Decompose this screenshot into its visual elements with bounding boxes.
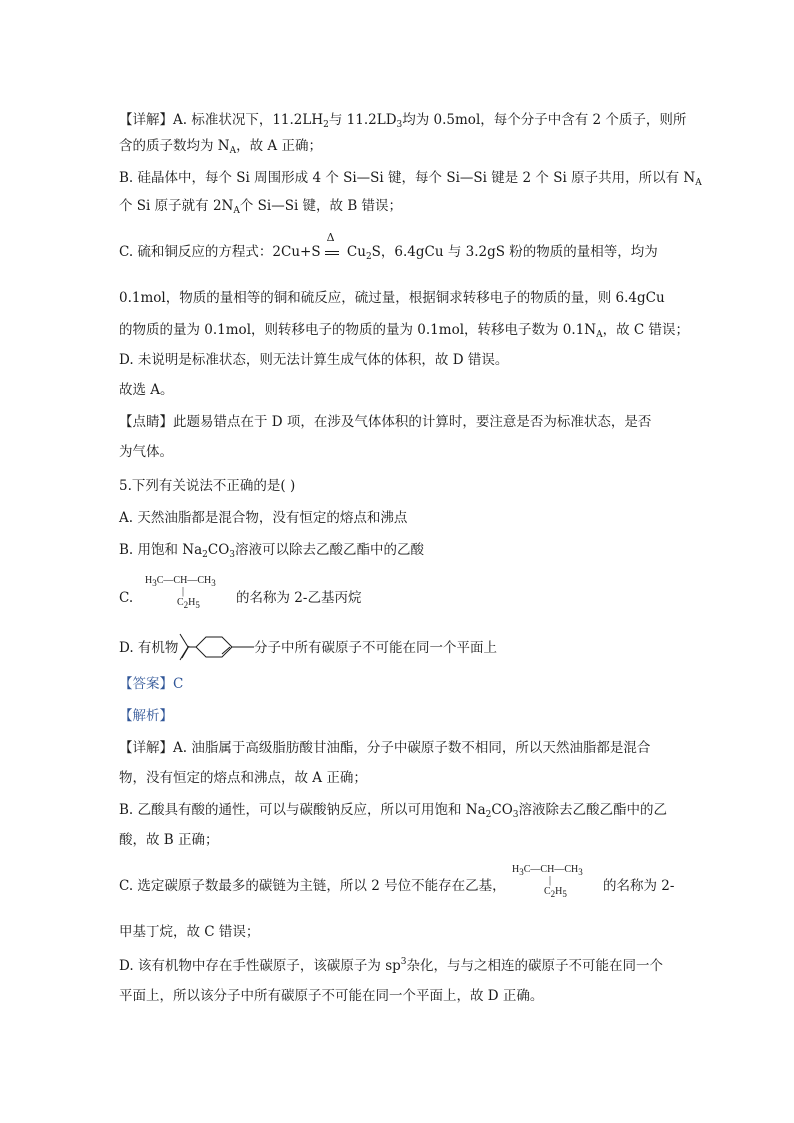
q5-option-b: B. 用饱和 $Na_2CO_3$溶液可以除去乙酸乙酯中的乙酸: [119, 542, 425, 560]
heat-arrow: Δ: [321, 242, 343, 262]
q5-detail-c-line1: C. 选定碳原子数最多的碳链为主链，所以 2 号位不能存在乙基，: [119, 878, 506, 894]
q4-detail-a-line2: 含的质子数均为 $N_A$，故 A 正确；: [119, 138, 322, 156]
q5-analysis: 【解析】: [119, 708, 173, 724]
q5-detail-c-line1-end: 的名称为 2-: [603, 878, 675, 894]
q5-detail-b-line1: B. 乙酸具有酸的通性，可以与碳酸钠反应，所以可用饱和 $Na_2CO_3$溶液除去乙酸乙酯中的乙: [119, 802, 668, 820]
q5-detail-c-line2: 甲基丁烷，故 C 错误；: [119, 924, 260, 940]
q4-detail-d: D. 未说明是标准状态，则无法计算生成气体的体积，故 D 错误。: [119, 352, 509, 368]
q5-option-d-text: 分子中所有碳原子不可能在同一个平面上: [254, 640, 497, 656]
q5-option-a: A. 天然油脂都是混合物，没有恒定的熔点和沸点: [119, 510, 408, 526]
cyclohexene-structure-icon: [178, 632, 258, 662]
q5-option-d-label: D. 有机物: [119, 640, 179, 656]
detail-label: 【详解】: [119, 112, 173, 128]
q5-detail-b-line2: 酸，故 B 正确；: [119, 832, 219, 848]
q5-detail-d-line1: D. 该有机物中存在手性碳原子，该碳原子为 $sp^3$杂化，与与之相连的碳原子不可能在同一个: [119, 957, 664, 974]
structure-2-methylbutane: $H_3C—CH—CH_3$ | $C_2H_5$: [512, 864, 583, 899]
q4-detail-b-line1: B. 硅晶体中，每个 Si 周围形成 4 个 Si—Si 键，每个 Si—Si 键是 2 个 Si 原子共用，所以有 $N_A$: [119, 170, 702, 188]
q5-detail-a-line1: 【详解】A. 油脂属于高级脂肪酸甘油酯，分子中碳原子数不相同，所以天然油脂都是混合: [119, 740, 651, 756]
q5-option-c: C.: [119, 590, 134, 606]
q5-answer: 【答案】C: [119, 676, 184, 692]
q5-detail-a-line2: 物，没有恒定的熔点和沸点，故 A 正确；: [119, 770, 367, 786]
q4-detail-c-line1: C. 硫和铜反应的方程式：2Cu+S Δ $Cu_2S$，6.4gCu 与 3.2gS 粉的物质的量相等，均为: [119, 231, 658, 262]
q4-choose: 故选 A。: [119, 382, 174, 398]
q4-detail-c-line2: 0.1mol，物质的量相等的铜和硫反应，硫过量，根据铜求转移电子的物质的量，则 6.4gCu: [119, 290, 665, 306]
structure-2-ethylpropane: $H_3C—CH—CH_3$ | $C_2H_5$: [145, 575, 216, 610]
q5-stem: 5.下列有关说法不正确的是( ): [119, 478, 296, 494]
q4-detail-a-line1: 【详解】A. 标准状况下，$11.2LH_2$与 $11.2LD_3$均为 0.5mol，每个分子中含有 2 个质子，则所: [119, 112, 687, 130]
q4-tip-line2: 为气体。: [119, 444, 173, 460]
q4-tip-line1: 【点睛】此题易错点在于 D 项，在涉及气体体积的计算时，要注意是否为标准状态，是否: [119, 414, 652, 430]
q5-detail-d-line2: 平面上，所以该分子中所有碳原子不可能在同一个平面上，故 D 正确。: [119, 988, 544, 1004]
q5-option-c-text: 的名称为 2-乙基丙烷: [236, 590, 362, 606]
q4-detail-b-line2: 个 Si 原子就有 $2N_A$个 Si—Si 键，故 B 错误；: [119, 198, 403, 216]
q4-detail-c-line3: 的物质的量为 0.1mol，则转移电子的物质的量为 0.1mol，转移电子数为 $0.1N_A$，故 C 错误；: [119, 322, 690, 340]
